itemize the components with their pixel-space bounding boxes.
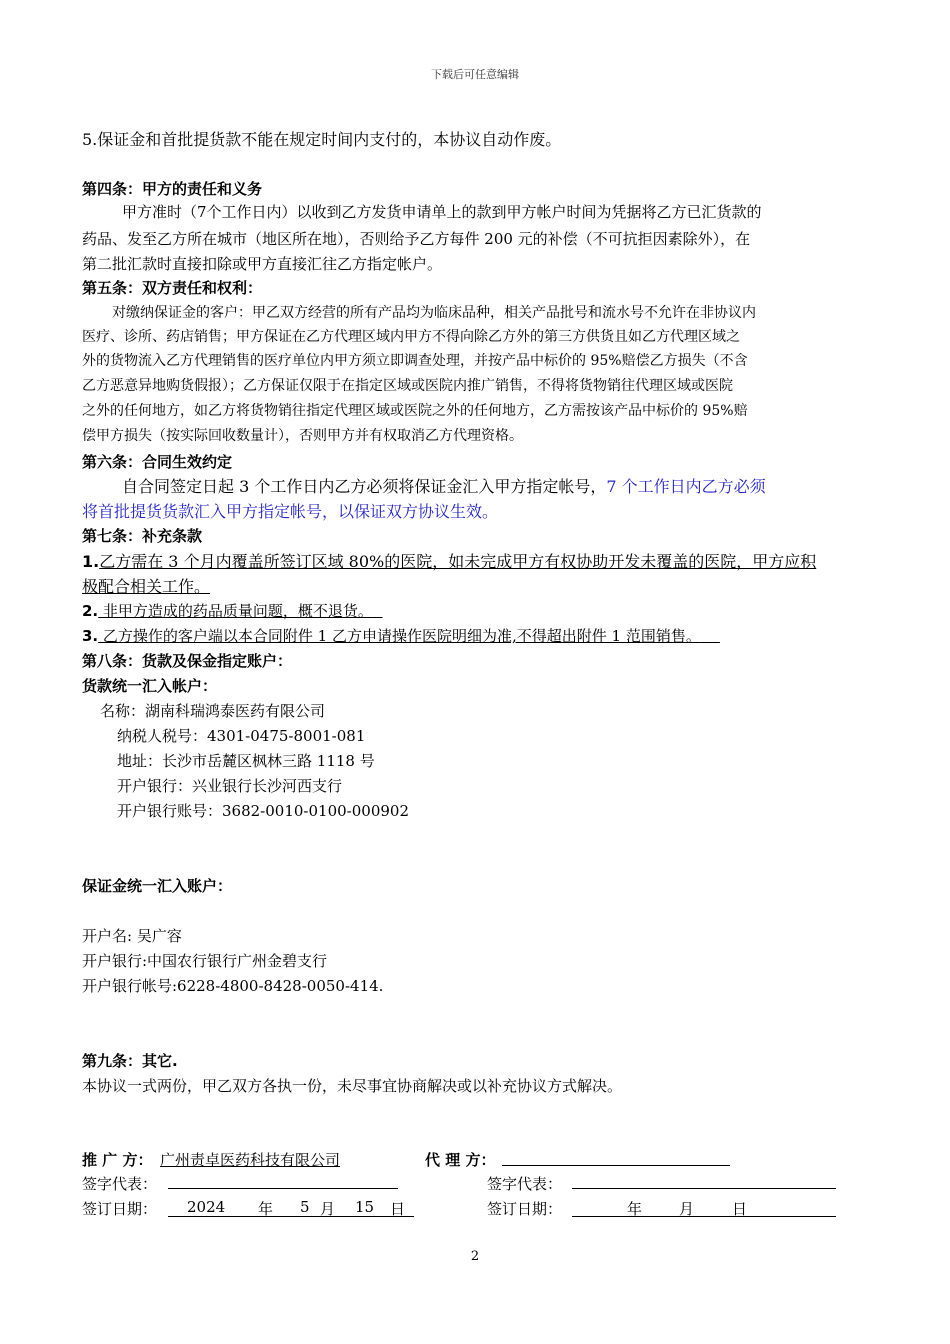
article-5-line: 乙方恶意异地购货假报）；乙方保证仅限于在指定区域或医院内推广销售，不得将货物销往代理区域或医院 [82,378,733,394]
page-number: 2 [470,1249,480,1264]
article-6-title: 第六条：合同生效约定 [82,453,233,471]
article-7-title: 第七条：补充条款 [82,527,203,545]
item-text: 乙方需在 3 个月内覆盖所签订区域 80%的医院，如未完成甲方有权协助开发未覆盖的医院，甲方应积 [99,552,817,571]
payment-account-title: 货款统一汇入帐户： [82,677,218,695]
account-address: 地址：长沙市岳麓区枫林三路 1118 号 [117,752,375,770]
article-6-line-1 [122,474,766,497]
article-4-title: 第四条：甲方的责任和义务 [82,180,263,198]
agent-rep-label: 签字代表： [487,1175,563,1193]
agent-rep-line[interactable] [572,1172,836,1189]
supplement-item-2 [82,600,382,621]
promoter-rep-label: 签字代表： [82,1175,158,1193]
account-number: 开户银行账号：3682-0010-0100-000902 [117,802,409,820]
article-8-title: 第八条：货款及保金指定账户： [82,652,293,670]
date-month-unit: 月 [679,1200,695,1218]
supplement-item-1-cont: 极配合相关工作。 [82,577,211,596]
date-year-unit: 年 [258,1200,274,1218]
page-header: 下载后可任意编辑 [431,68,519,81]
promoter-date-field[interactable] [168,1197,414,1217]
date-day-unit: 日 [732,1200,748,1218]
deposit-holder: 开户名: 吴广容 [82,927,182,945]
date-year: 2024 [187,1198,226,1216]
deposit-account-title: 保证金统一汇入账户： [82,877,233,895]
account-name: 名称：湖南科瑞鸿泰医药有限公司 [100,702,326,720]
article-9-title: 第九条：其它. [82,1052,178,1070]
supplement-item-1 [82,549,816,572]
date-day: 15 [355,1198,375,1216]
item-text: 非甲方造成的药品质量问题，概不退货。 [98,602,373,620]
article-6-highlight: 7 个工作日内乙方必须 [606,477,766,496]
article-9-text: 本协议一式两份，甲乙双方各执一份，未尽事宜协商解决或以补充协议方式解决。 [82,1077,623,1095]
deposit-account-number: 开户银行帐号:6228-4800-8428-0050-414. [82,977,384,995]
article-4-line: 药品、发至乙方所在城市（地区所在地），否则给予乙方每件 200 元的补偿（不可抗拒因素除外），在 [82,230,751,248]
agent-date-label: 签订日期： [487,1200,563,1218]
article-5-line: 对缴纳保证金的客户：甲乙双方经营的所有产品均为临床品种，相关产品批号和流水号不允许在非协议内 [112,305,756,321]
promoter-rep-line[interactable] [168,1172,398,1189]
article-5-line: 外的货物流入乙方代理销售的医疗单位内甲方须立即调查处理，并按产品中标价的 95%赔偿乙方损失（不含 [82,353,748,369]
clause-5: 5.保证金和首批提货款不能在规定时间内支付的，本协议自动作废。 [82,130,562,149]
promoter-label: 推 广 方： [82,1151,153,1169]
article-6-highlight: 将首批提货货款汇入甲方指定帐号，以保证双方协议生效。 [82,502,499,521]
date-day-unit: 日 [390,1200,406,1218]
item-number: 1. [82,552,100,571]
article-4-line: 第二批汇款时直接扣除或甲方直接汇往乙方指定帐户。 [82,255,443,273]
account-bank: 开户银行：兴业银行长沙河西支行 [117,777,343,795]
article-6-text: 自合同签定日起 3 个工作日内乙方必须将保证金汇入甲方指定帐号， [122,477,607,496]
deposit-bank: 开户银行:中国农行银行广州金碧支行 [82,952,328,970]
article-5-line: 偿甲方损失（按实际回收数量计），否则甲方并有权取消乙方代理资格。 [82,428,523,444]
date-month: 5 [300,1198,310,1216]
item-text: 乙方操作的客户端以本合同附件 1 乙方申请操作医院明细为准,不得超出附件 1 范围销售。 [98,627,701,645]
agent-signature-line[interactable] [502,1149,730,1166]
item-number: 2. [82,602,99,620]
article-5-title: 第五条：双方责任和权利： [82,279,263,297]
article-5-line: 之外的任何地方，如乙方将货物销往指定代理区域或医院之外的任何地方，乙方需按该产品中标价的 95%赔 [82,403,748,419]
promoter-value: 广州责卓医药科技有限公司 [160,1151,341,1169]
supplement-item-3 [82,625,720,646]
date-month-unit: 月 [320,1200,336,1218]
agent-date-field[interactable] [572,1197,836,1217]
article-4-line: 甲方准时（7个工作日内）以收到乙方发货申请单上的款到甲方帐户时间为凭据将乙方已汇货款的 [122,203,762,221]
date-year-unit: 年 [627,1200,643,1218]
tax-number: 纳税人税号：4301-0475-8001-081 [117,727,366,745]
promoter-date-label: 签订日期： [82,1200,158,1218]
agent-label: 代 理 方： [425,1151,496,1169]
item-number: 3. [82,627,99,645]
article-5-line: 医疗、诊所、药店销售；甲方保证在乙方代理区域内甲方不得向除乙方外的第三方供货且如乙方代理区域之 [82,329,740,345]
